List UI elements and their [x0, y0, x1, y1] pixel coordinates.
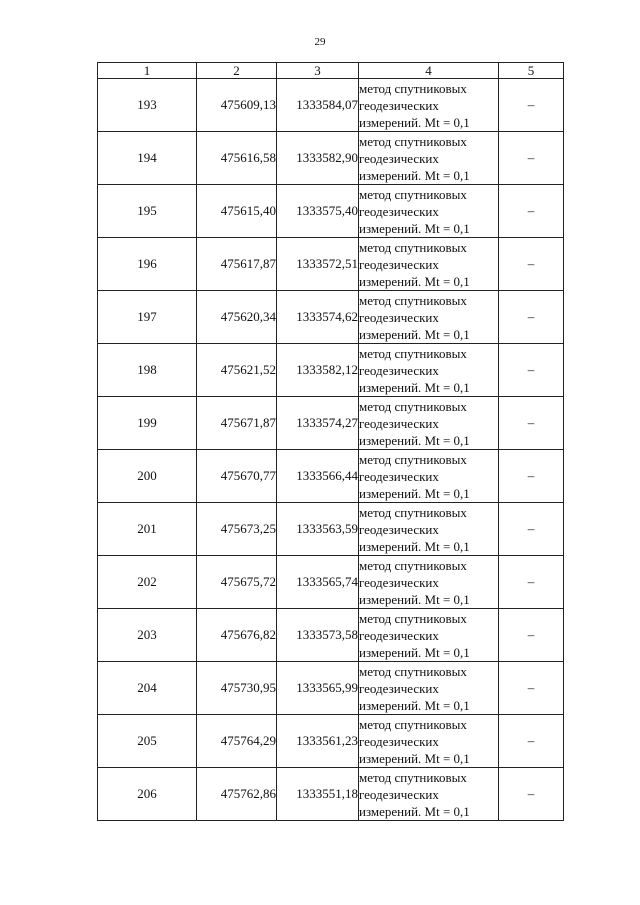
method-line: геодезических [359, 309, 439, 325]
point-number-cell: 200 [98, 450, 197, 503]
header-col-5: 5 [499, 63, 564, 79]
method-line: метод спутниковых [359, 133, 467, 149]
table-row [98, 344, 564, 397]
method-line: геодезических [359, 415, 439, 431]
note-cell: – [499, 556, 564, 609]
method-line: метод спутниковых [359, 716, 467, 732]
x-coordinate-cell: 475670,77 [197, 450, 277, 503]
point-number-cell: 206 [98, 768, 197, 821]
method-line: измерений. Mt = 0,1 [359, 803, 470, 819]
point-number-cell: 204 [98, 662, 197, 715]
header-col-1: 1 [98, 63, 197, 79]
y-coordinate-cell: 1333574,27 [277, 397, 359, 450]
method-line: измерений. Mt = 0,1 [359, 432, 470, 448]
table-body [98, 79, 564, 821]
method-line: метод спутниковых [359, 769, 467, 785]
method-line: геодезических [359, 733, 439, 749]
method-line: метод спутниковых [359, 610, 467, 626]
method-cell [359, 238, 499, 291]
table-row [98, 397, 564, 450]
method-line: измерений. Mt = 0,1 [359, 485, 470, 501]
method-line: метод спутниковых [359, 557, 467, 573]
header-col-2: 2 [197, 63, 277, 79]
header-row [98, 63, 564, 79]
x-coordinate-cell: 475673,25 [197, 503, 277, 556]
x-coordinate-cell: 475617,87 [197, 238, 277, 291]
note-cell: – [499, 344, 564, 397]
point-number-cell: 199 [98, 397, 197, 450]
method-line: геодезических [359, 521, 439, 537]
method-line: метод спутниковых [359, 504, 467, 520]
method-line: метод спутниковых [359, 451, 467, 467]
method-line: измерений. Mt = 0,1 [359, 750, 470, 766]
y-coordinate-cell: 1333582,12 [277, 344, 359, 397]
method-line: измерений. Mt = 0,1 [359, 273, 470, 289]
note-cell: – [499, 132, 564, 185]
method-cell [359, 344, 499, 397]
method-cell [359, 503, 499, 556]
y-coordinate-cell: 1333573,58 [277, 609, 359, 662]
note-cell: – [499, 450, 564, 503]
note-cell: – [499, 715, 564, 768]
y-coordinate-cell: 1333565,74 [277, 556, 359, 609]
table-row [98, 503, 564, 556]
table-row [98, 238, 564, 291]
x-coordinate-cell: 475671,87 [197, 397, 277, 450]
method-line: измерений. Mt = 0,1 [359, 167, 470, 183]
method-cell [359, 79, 499, 132]
y-coordinate-cell: 1333561,23 [277, 715, 359, 768]
method-line: измерений. Mt = 0,1 [359, 538, 470, 554]
point-number-cell: 194 [98, 132, 197, 185]
point-number-cell: 193 [98, 79, 197, 132]
method-line: измерений. Mt = 0,1 [359, 326, 470, 342]
method-cell [359, 185, 499, 238]
note-cell: – [499, 291, 564, 344]
note-cell: – [499, 397, 564, 450]
method-line: метод спутниковых [359, 398, 467, 414]
method-line: геодезических [359, 203, 439, 219]
table-row [98, 662, 564, 715]
x-coordinate-cell: 475615,40 [197, 185, 277, 238]
method-line: измерений. Mt = 0,1 [359, 114, 470, 130]
note-cell: – [499, 662, 564, 715]
header-col-4: 4 [359, 63, 499, 79]
coordinates-table [97, 62, 564, 821]
method-line: геодезических [359, 627, 439, 643]
method-line: метод спутниковых [359, 239, 467, 255]
table-header [98, 63, 564, 79]
page-number: 29 [314, 36, 326, 48]
note-cell: – [499, 238, 564, 291]
x-coordinate-cell: 475616,58 [197, 132, 277, 185]
method-line: измерений. Mt = 0,1 [359, 697, 470, 713]
table-row [98, 291, 564, 344]
table-row [98, 609, 564, 662]
point-number-cell: 201 [98, 503, 197, 556]
point-number-cell: 198 [98, 344, 197, 397]
table-row [98, 132, 564, 185]
method-line: измерений. Mt = 0,1 [359, 220, 470, 236]
note-cell: – [499, 185, 564, 238]
method-cell [359, 397, 499, 450]
method-line: измерений. Mt = 0,1 [359, 379, 470, 395]
method-line: метод спутниковых [359, 186, 467, 202]
method-line: метод спутниковых [359, 292, 467, 308]
x-coordinate-cell: 475730,95 [197, 662, 277, 715]
table-row [98, 556, 564, 609]
method-line: геодезических [359, 468, 439, 484]
x-coordinate-cell: 475764,29 [197, 715, 277, 768]
method-line: геодезических [359, 786, 439, 802]
method-line: геодезических [359, 362, 439, 378]
y-coordinate-cell: 1333574,62 [277, 291, 359, 344]
point-number-cell: 195 [98, 185, 197, 238]
note-cell: – [499, 609, 564, 662]
method-line: метод спутниковых [359, 345, 467, 361]
method-cell [359, 132, 499, 185]
x-coordinate-cell: 475609,13 [197, 79, 277, 132]
method-cell [359, 768, 499, 821]
point-number-cell: 196 [98, 238, 197, 291]
point-number-cell: 197 [98, 291, 197, 344]
table-row [98, 79, 564, 132]
y-coordinate-cell: 1333551,18 [277, 768, 359, 821]
method-line: геодезических [359, 574, 439, 590]
x-coordinate-cell: 475621,52 [197, 344, 277, 397]
method-line: геодезических [359, 150, 439, 166]
note-cell: – [499, 79, 564, 132]
header-col-3: 3 [277, 63, 359, 79]
method-cell [359, 662, 499, 715]
y-coordinate-cell: 1333565,99 [277, 662, 359, 715]
note-cell: – [499, 503, 564, 556]
method-cell [359, 556, 499, 609]
method-cell [359, 715, 499, 768]
y-coordinate-cell: 1333575,40 [277, 185, 359, 238]
method-line: геодезических [359, 680, 439, 696]
method-line: метод спутниковых [359, 663, 467, 679]
table-row [98, 185, 564, 238]
method-cell [359, 291, 499, 344]
method-line: метод спутниковых [359, 80, 467, 96]
table-row [98, 715, 564, 768]
x-coordinate-cell: 475762,86 [197, 768, 277, 821]
x-coordinate-cell: 475676,82 [197, 609, 277, 662]
note-cell: – [499, 768, 564, 821]
x-coordinate-cell: 475620,34 [197, 291, 277, 344]
y-coordinate-cell: 1333572,51 [277, 238, 359, 291]
point-number-cell: 202 [98, 556, 197, 609]
method-line: геодезических [359, 97, 439, 113]
table-row [98, 768, 564, 821]
y-coordinate-cell: 1333563,59 [277, 503, 359, 556]
method-line: геодезических [359, 256, 439, 272]
method-cell [359, 609, 499, 662]
point-number-cell: 205 [98, 715, 197, 768]
y-coordinate-cell: 1333582,90 [277, 132, 359, 185]
point-number-cell: 203 [98, 609, 197, 662]
method-cell [359, 450, 499, 503]
x-coordinate-cell: 475675,72 [197, 556, 277, 609]
y-coordinate-cell: 1333584,07 [277, 79, 359, 132]
method-line: измерений. Mt = 0,1 [359, 644, 470, 660]
y-coordinate-cell: 1333566,44 [277, 450, 359, 503]
table-row [98, 450, 564, 503]
method-line: измерений. Mt = 0,1 [359, 591, 470, 607]
